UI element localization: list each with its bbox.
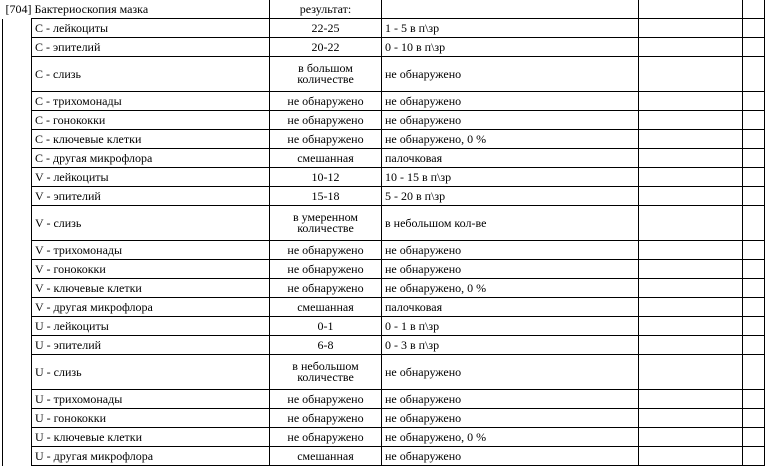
indent-cell [3, 260, 32, 279]
empty-cell [743, 390, 765, 409]
table-row [3, 390, 765, 409]
result-value: не обнаружено [270, 409, 382, 428]
reference-range: 5 - 20 в п\зр [382, 187, 639, 206]
table-row [3, 260, 765, 279]
empty-cell [743, 187, 765, 206]
indent-cell [3, 168, 32, 187]
indent-cell [3, 130, 32, 149]
parameter-name: U - ключевые клетки [32, 428, 270, 447]
reference-range: не обнаружено [382, 355, 639, 390]
reference-range: не обнаружено [382, 409, 639, 428]
reference-range: не обнаружено, 0 % [382, 428, 639, 447]
norm-header [382, 0, 639, 19]
table-row [3, 149, 765, 168]
table-row [3, 168, 765, 187]
parameter-name: V - слизь [32, 206, 270, 241]
empty-header-cell [639, 0, 743, 19]
empty-cell [639, 355, 743, 390]
empty-cell [743, 38, 765, 57]
parameter-name: U - другая микрофлора [32, 447, 270, 466]
result-value: смешанная [270, 447, 382, 466]
parameter-name: C - ключевые клетки [32, 130, 270, 149]
reference-range: палочковая [382, 149, 639, 168]
indent-cell [3, 447, 32, 466]
result-value: в большом количестве [270, 57, 382, 92]
table-row [3, 38, 765, 57]
parameter-name: V - эпителий [32, 187, 270, 206]
parameter-name: C - гонококки [32, 111, 270, 130]
empty-cell [743, 336, 765, 355]
indent-cell [3, 187, 32, 206]
table-row [3, 92, 765, 111]
indent-cell [3, 279, 32, 298]
indent-cell [3, 428, 32, 447]
empty-cell [639, 38, 743, 57]
empty-cell [639, 168, 743, 187]
parameter-name: U - гонококки [32, 409, 270, 428]
empty-cell [639, 317, 743, 336]
reference-range: 10 - 15 в п\зр [382, 168, 639, 187]
parameter-name: U - лейкоциты [32, 317, 270, 336]
result-value: 15-18 [270, 187, 382, 206]
empty-cell [743, 260, 765, 279]
reference-range: 0 - 10 в п\зр [382, 38, 639, 57]
table-row [3, 428, 765, 447]
empty-cell [639, 260, 743, 279]
empty-cell [743, 206, 765, 241]
empty-cell [639, 92, 743, 111]
table-row [3, 130, 765, 149]
parameter-name: U - эпителий [32, 336, 270, 355]
result-value: 20-22 [270, 38, 382, 57]
indent-cell [3, 38, 32, 57]
reference-range: палочковая [382, 298, 639, 317]
empty-cell [743, 241, 765, 260]
table-body [3, 0, 765, 466]
table-row [3, 409, 765, 428]
indent-cell [3, 57, 32, 92]
result-value: не обнаружено [270, 279, 382, 298]
result-header: результат: [270, 0, 382, 19]
empty-cell [743, 130, 765, 149]
result-value: 6-8 [270, 336, 382, 355]
empty-cell [639, 409, 743, 428]
reference-range: не обнаружено [382, 111, 639, 130]
result-value: не обнаружено [270, 390, 382, 409]
table-row [3, 447, 765, 466]
test-title-cell [3, 0, 270, 19]
parameter-name: V - ключевые клетки [32, 279, 270, 298]
empty-header-cell [743, 0, 765, 19]
indent-cell [3, 92, 32, 111]
result-value: в небольшом количестве [270, 355, 382, 390]
empty-cell [743, 149, 765, 168]
reference-range: не обнаружено [382, 390, 639, 409]
table-row [3, 355, 765, 390]
reference-range: не обнаружено [382, 241, 639, 260]
empty-cell [639, 111, 743, 130]
indent-cell [3, 336, 32, 355]
reference-range: 0 - 1 в п\зр [382, 317, 639, 336]
result-value: не обнаружено [270, 241, 382, 260]
empty-cell [743, 111, 765, 130]
result-value: не обнаружено [270, 260, 382, 279]
indent-cell [3, 206, 32, 241]
parameter-name: V - другая микрофлора [32, 298, 270, 317]
table-row [3, 336, 765, 355]
empty-cell [639, 447, 743, 466]
parameter-name: V - лейкоциты [32, 168, 270, 187]
test-title: Бактериоскопия мазка [34, 1, 149, 16]
parameter-name: C - трихомонады [32, 92, 270, 111]
empty-cell [639, 187, 743, 206]
indent-cell [3, 298, 32, 317]
table-row [3, 279, 765, 298]
result-value: не обнаружено [270, 111, 382, 130]
parameter-name: U - трихомонады [32, 390, 270, 409]
result-value: 0-1 [270, 317, 382, 336]
empty-cell [743, 92, 765, 111]
empty-cell [639, 279, 743, 298]
reference-range: в небольшом кол-ве [382, 206, 639, 241]
table-row [3, 298, 765, 317]
indent-cell [3, 390, 32, 409]
result-value: смешанная [270, 298, 382, 317]
parameter-name: V - трихомонады [32, 241, 270, 260]
result-value: не обнаружено [270, 428, 382, 447]
parameter-name: C - другая микрофлора [32, 149, 270, 168]
reference-range: 1 - 5 в п\зр [382, 19, 639, 38]
table-row [3, 241, 765, 260]
empty-cell [743, 19, 765, 38]
result-value: 10-12 [270, 168, 382, 187]
parameter-name: V - гонококки [32, 260, 270, 279]
reference-range: не обнаружено [382, 447, 639, 466]
reference-range: не обнаружено [382, 92, 639, 111]
table-row [3, 57, 765, 92]
empty-cell [639, 241, 743, 260]
empty-cell [743, 57, 765, 92]
result-value: не обнаружено [270, 130, 382, 149]
test-code: [704] [5, 1, 32, 16]
result-value: 22-25 [270, 19, 382, 38]
empty-cell [743, 409, 765, 428]
result-value: не обнаружено [270, 92, 382, 111]
indent-cell [3, 241, 32, 260]
empty-cell [743, 355, 765, 390]
empty-cell [639, 336, 743, 355]
reference-range: не обнаружено, 0 % [382, 130, 639, 149]
empty-cell [743, 298, 765, 317]
reference-range: не обнаружено, 0 % [382, 279, 639, 298]
indent-cell [3, 317, 32, 336]
empty-cell [639, 206, 743, 241]
empty-cell [639, 390, 743, 409]
indent-cell [3, 149, 32, 168]
header-row [3, 0, 765, 19]
table-row [3, 206, 765, 241]
empty-cell [639, 57, 743, 92]
table-row [3, 187, 765, 206]
result-value: смешанная [270, 149, 382, 168]
empty-cell [743, 168, 765, 187]
table-row [3, 111, 765, 130]
empty-cell [639, 19, 743, 38]
indent-cell [3, 19, 32, 38]
reference-range: не обнаружено [382, 260, 639, 279]
result-value: в умеренном количестве [270, 206, 382, 241]
table-row [3, 19, 765, 38]
empty-cell [639, 298, 743, 317]
table-row [3, 317, 765, 336]
empty-cell [743, 447, 765, 466]
smear-results-table [2, 0, 765, 466]
parameter-name: U - слизь [32, 355, 270, 390]
reference-range: 0 - 3 в п\зр [382, 336, 639, 355]
parameter-name: C - лейкоциты [32, 19, 270, 38]
reference-range: не обнаружено [382, 57, 639, 92]
empty-cell [639, 130, 743, 149]
empty-cell [639, 428, 743, 447]
indent-cell [3, 409, 32, 428]
empty-cell [743, 279, 765, 298]
parameter-name: C - эпителий [32, 38, 270, 57]
parameter-name: C - слизь [32, 57, 270, 92]
empty-cell [743, 428, 765, 447]
empty-cell [743, 317, 765, 336]
indent-cell [3, 355, 32, 390]
empty-cell [639, 149, 743, 168]
indent-cell [3, 111, 32, 130]
